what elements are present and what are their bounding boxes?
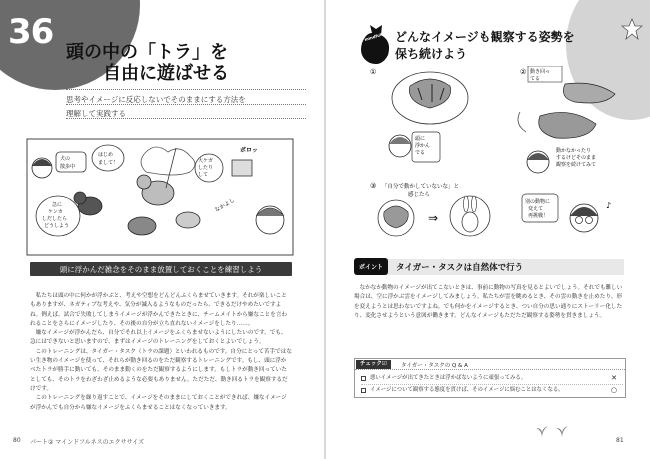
svg-text:散歩中: 散歩中 [60, 164, 76, 170]
point-bar [354, 258, 624, 275]
bubble-walk: 犬の [60, 156, 71, 162]
caption-text: 頭に浮かんだ雑念をそのまま放置しておくことを練習しよう [59, 265, 263, 274]
section-title-line1: どんなイメージも観察する姿勢を [395, 30, 575, 44]
subtitle-line2: 理解して実践する [66, 109, 126, 118]
body-text-left [30, 292, 292, 413]
dog-walk-illustration [26, 138, 294, 256]
divider [66, 89, 306, 90]
tiger-task-illustration [370, 66, 630, 246]
svg-text:変えて: 変えて [528, 206, 544, 212]
check-badge: チェック☑ [356, 360, 391, 369]
page-number-left: 80 [13, 437, 21, 444]
svg-text:浮かん: 浮かん [415, 143, 431, 149]
answer-mark: ○ [610, 386, 617, 394]
page-title-line1: 頭の中の「トラ」を [66, 42, 228, 63]
svg-text:「自分で動かしていないな」と: 「自分で動かしていないな」と [382, 184, 460, 190]
svg-text:どうしよう: どうしよう [44, 223, 70, 229]
svg-text:しだしたら: しだしたら [42, 216, 68, 222]
music-note-icon: ♪ [606, 201, 612, 210]
svg-text:頭に: 頭に [415, 136, 426, 142]
point-title: タイガー・タスクは自然体で行う [396, 263, 524, 273]
checklist-item-text: イメージについて観察する態度を貫けば、そのイメージに悩むことはなくなる。 [370, 387, 564, 393]
step-number: ② [520, 68, 527, 76]
chapter-number: 36 [8, 12, 54, 52]
svg-text:動き回っ: 動き回っ [530, 69, 551, 75]
paragraph: このトレーニングは、タイガー・タスク（トラの課題）といわれるものです。自分にとって苦手ではない生き物のイメージを使って、それらが動き回るのをただ観察するトレーニングです。もし、頭に浮かべたトラが勝手に動いても、そのまま動くのをただ観察するようにします。もしトラが動き回っていたとしても、そのトラをわざわざ止めるような必要もありません。ただただ、動き回るトラを観察するだけです。 [30, 348, 292, 392]
paragraph: なかなか動物のイメージが出てこないときは、事前に動物の写真を見るとよいでしょう。それでも難しい場合は、空に浮かぶ雲をイメージしてみましょう。私たちが雲を眺めるとき、その雲の動きを止めたり、形を変えようとは思わないですよね。でも何かをイメージするとき、つい自分の思い通りにストーリー化したり、変化させようという意図が働きます。どんなイメージもただただ観察する姿勢を貫きましょう。 [354, 285, 623, 319]
checklist-header [355, 359, 625, 370]
svg-text:急に: 急に [52, 202, 63, 208]
svg-text:するけどそのまま: するけどそのまま [556, 155, 597, 161]
checkbox-icon[interactable] [361, 388, 366, 393]
checklist-title: タイガー・タスクの Q & A [401, 363, 468, 369]
svg-text:なかよし: なかよし [214, 197, 237, 214]
checkbox-icon[interactable] [361, 376, 366, 381]
sprout-icon [536, 424, 576, 440]
svg-text:感じたら: 感じたら [408, 192, 431, 198]
paragraph: 嫌なイメージが浮かんだら、自分でそれ以上イメージをふくらませないようにしたいのです。でも、急にはできないと思いますので、まずはイメージのトレーニングをしておくとよいでしょう。 [30, 330, 287, 346]
svg-text:まして！: まして！ [98, 160, 119, 166]
paragraph: このトレーニングを繰り返すことで、イメージをそのままにしておくことができれば、嫌なイメージが浮かんでも自分から嫌なイメージをふくらませることはなくなっていきます。 [30, 395, 287, 411]
right-page [326, 0, 650, 459]
divider [66, 104, 306, 105]
rabbit-figure [462, 212, 478, 232]
left-page [0, 0, 324, 459]
paragraph: 私たちは頭の中に何かが浮かぶと、考えや空想をどんどんふくらませていきます。それが楽しいこともありますが、ネガティブな考えや、気分が滅入るようなものだったら、できるだけやめたいですよね。例えば、試合で失敗してしまうイメージが浮かんできたときに、チームメイトから嫌なことを言われることをさらにイメージしたり、その後の自分が立ち直れないイメージをしたり……。 [30, 293, 288, 327]
svg-text:再挑戦！: 再挑戦！ [528, 213, 549, 219]
step-number: ③ [370, 182, 377, 190]
page-number-right: 81 [616, 437, 624, 444]
caption-bar [30, 262, 292, 276]
dog-figure [128, 217, 156, 235]
point-badge-label: ポイント [359, 264, 384, 271]
svg-text:して: して [198, 172, 209, 178]
svg-text:別の動物に: 別の動物に [525, 199, 551, 205]
svg-text:てる: てる [530, 76, 541, 82]
checklist-item-text: 悪いイメージが出てきたときは浮かばないように頑張ってみる。 [370, 375, 527, 381]
svg-text:でる: でる [415, 150, 426, 156]
tiger-figure [539, 112, 596, 138]
checklist-box [354, 358, 626, 398]
svg-text:大ケガ: 大ケガ [198, 158, 213, 164]
step-number: ① [370, 68, 377, 76]
tiger-figure [563, 83, 615, 103]
running-footer: パート② マインドフルネスのエクササイズ [30, 439, 145, 446]
subtitle-line1: 思考やイメージに反応しないでそのままにする方法を [66, 95, 246, 104]
page-title-line2: 自由に遊ばせる [103, 63, 229, 84]
arrow-right-icon: ⇒ [428, 211, 439, 225]
svg-text:動かなかったり: 動かなかったり [556, 148, 592, 154]
star-icon [621, 18, 643, 40]
mindfulness-badge-label: mindfulness [363, 28, 392, 43]
body-text-right [354, 284, 626, 321]
point-badge [354, 258, 388, 275]
svg-text:したり: したり [198, 165, 214, 171]
svg-text:ケンカ: ケンカ [48, 209, 63, 215]
checklist-item [361, 373, 623, 384]
house-icon [232, 160, 252, 176]
checklist-item [361, 384, 623, 395]
divider [66, 118, 306, 119]
dog-figure [176, 212, 200, 228]
section-title-line2: 保ち続けよう [395, 47, 468, 61]
svg-text:観察を続けてみて: 観察を続けてみて [556, 162, 597, 168]
answer-mark: ✕ [611, 374, 617, 382]
svg-text:はじめ: はじめ [98, 152, 114, 158]
svg-text:ボロッ: ボロッ [240, 147, 258, 154]
